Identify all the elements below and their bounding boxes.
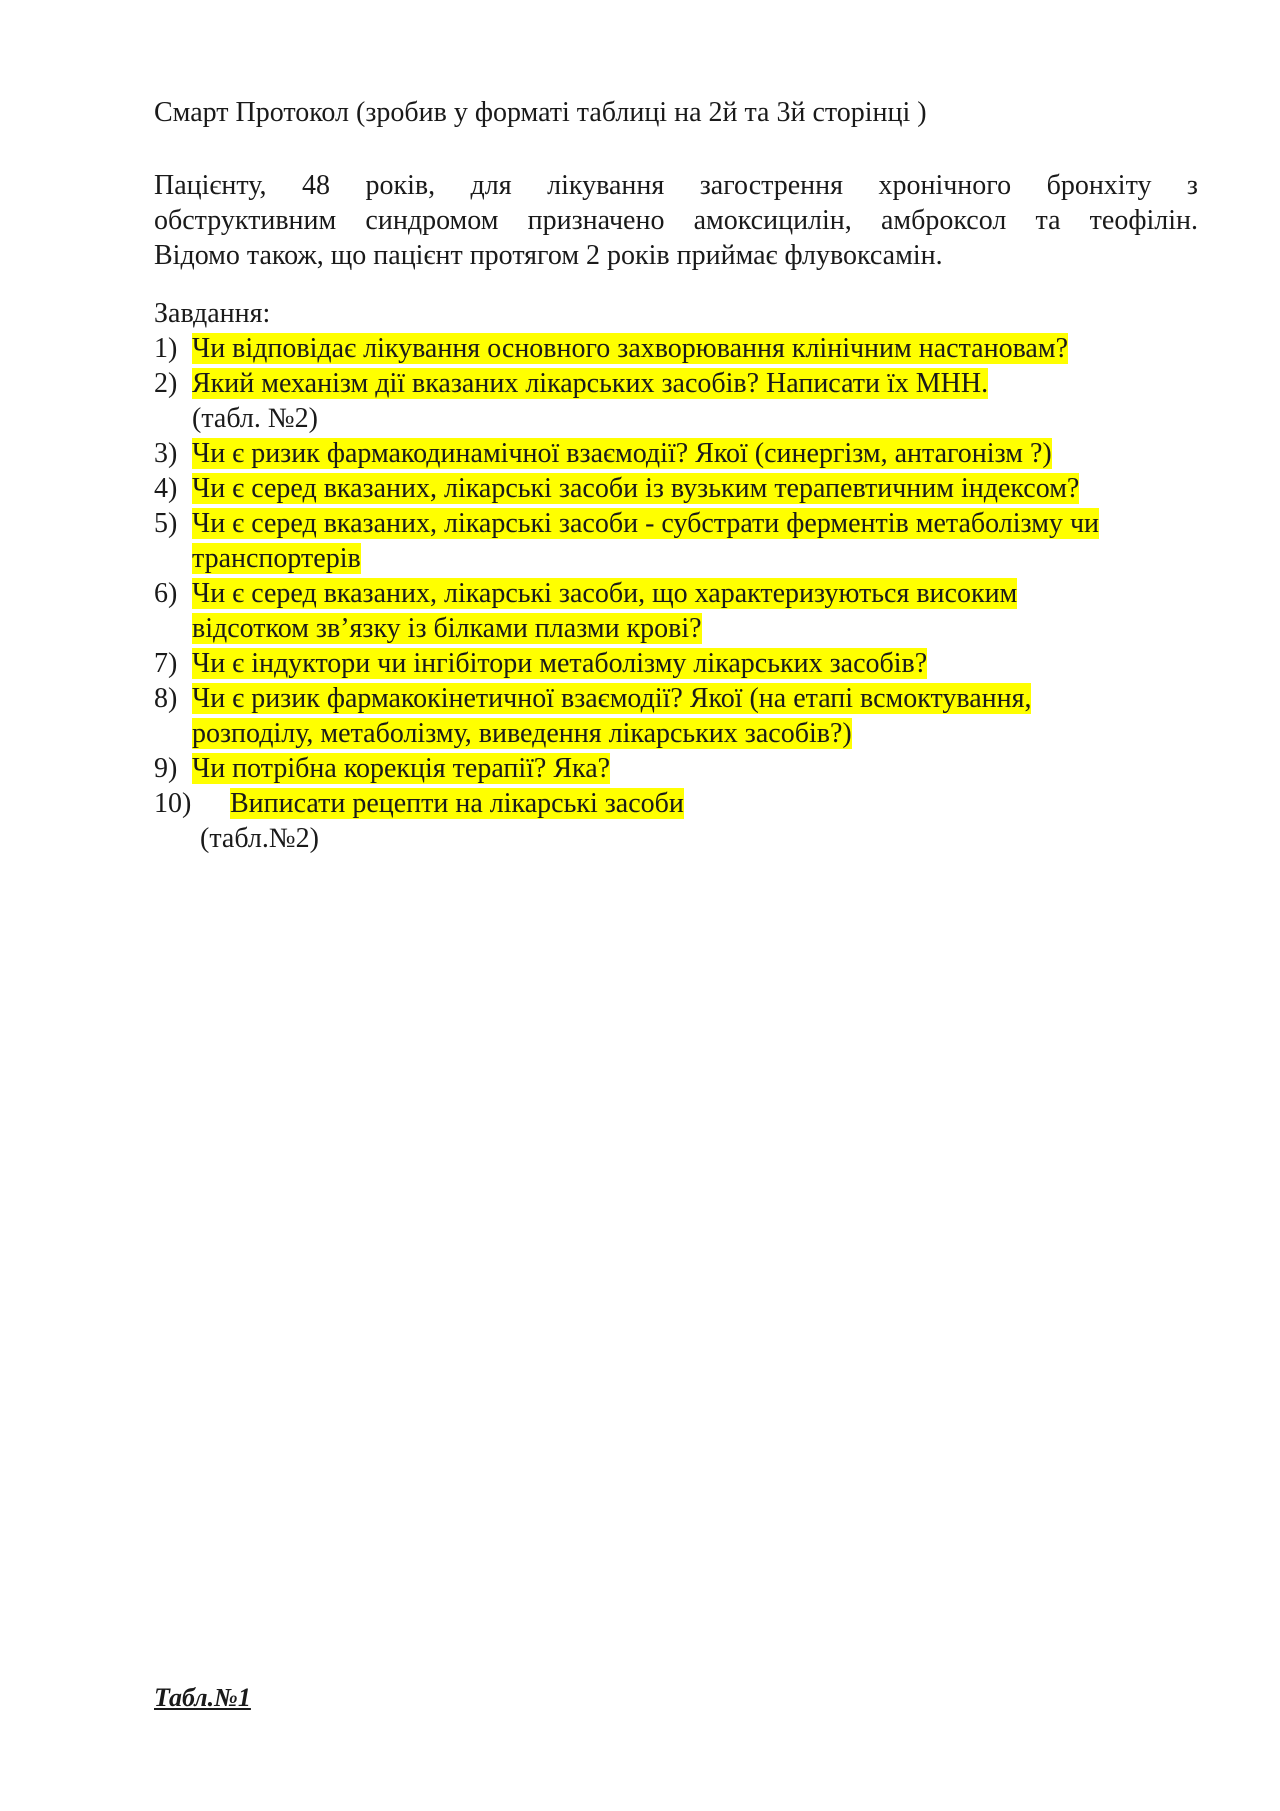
task-item-3 xyxy=(154,436,1052,471)
task-number: 5) xyxy=(154,508,178,539)
task-text: Чи є серед вказаних, лікарські засоби, що характеризуються високим xyxy=(192,578,1018,609)
task-text: Який механізм дії вказаних лікарських засобів? Написати їх МНН. xyxy=(192,368,989,399)
task-text: розподілу, метаболізму, виведення лікарських засобів?) xyxy=(192,718,852,749)
task-item-4 xyxy=(154,471,1079,506)
task-item-9 xyxy=(154,751,610,786)
task-item-7 xyxy=(154,646,927,681)
task-text: відсотком зв’язку із білками плазми крові? xyxy=(192,613,702,644)
case-line-1: Пацієнту, 48 років, для лікування загострення хронічного бронхіту з xyxy=(154,170,1198,201)
task-item-5 xyxy=(154,506,1099,541)
task-item-6 xyxy=(154,576,1017,611)
task-number: 4) xyxy=(154,473,178,504)
table-label: Табл.№1 xyxy=(154,1683,251,1712)
task-item-10 xyxy=(154,786,684,821)
task-2-table-ref: (табл. №2) xyxy=(192,403,318,434)
task-number: 3) xyxy=(154,438,178,469)
task-text: Чи є ризик фармакокінетичної взаємодії? Якої (на етапі всмоктування, xyxy=(192,683,1032,714)
tasks-label: Завдання: xyxy=(154,298,271,329)
case-line-2: обструктивним синдромом призначено амоксицилін, амброксол та теофілін. xyxy=(154,205,1198,236)
task-text: транспортерів xyxy=(192,543,361,574)
task-text: Виписати рецепти на лікарські засоби xyxy=(230,788,684,819)
case-description xyxy=(154,168,1198,273)
task-item-6-continuation xyxy=(192,611,702,646)
task-number: 10) xyxy=(154,788,192,819)
task-number: 2) xyxy=(154,368,178,399)
case-line-3: Відомо також, що пацієнт протягом 2 років приймає флувоксамін. xyxy=(154,240,943,271)
task-number: 9) xyxy=(154,753,178,784)
task-text: Чи є ризик фармакодинамічної взаємодії? Якої (синергізм, антагонізм ?) xyxy=(192,438,1052,469)
task-text: Чи є серед вказаних, лікарські засоби - субстрати ферментів метаболізму чи xyxy=(192,508,1100,539)
task-item-8 xyxy=(154,681,1031,716)
task-item-5-continuation xyxy=(192,541,361,576)
task-item-2 xyxy=(154,366,988,401)
task-number: 8) xyxy=(154,683,178,714)
task-item-8-continuation xyxy=(192,716,852,751)
task-text: Чи потрібна корекція терапії? Яка? xyxy=(192,753,611,784)
task-item-1 xyxy=(154,331,1068,366)
task-text: Чи є індуктори чи інгібітори метаболізму лікарських засобів? xyxy=(192,648,928,679)
task-10-table-ref: (табл.№2) xyxy=(200,823,319,854)
task-number: 7) xyxy=(154,648,178,679)
document-heading: Смарт Протокол (зробив у форматі таблиці на 2й та 3й сторінці ) xyxy=(154,97,927,128)
task-text: Чи відповідає лікування основного захворювання клінічним настановам? xyxy=(192,333,1068,364)
task-number: 1) xyxy=(154,333,178,364)
task-text: Чи є серед вказаних, лікарські засоби із вузьким терапевтичним індексом? xyxy=(192,473,1080,504)
task-number: 6) xyxy=(154,578,178,609)
